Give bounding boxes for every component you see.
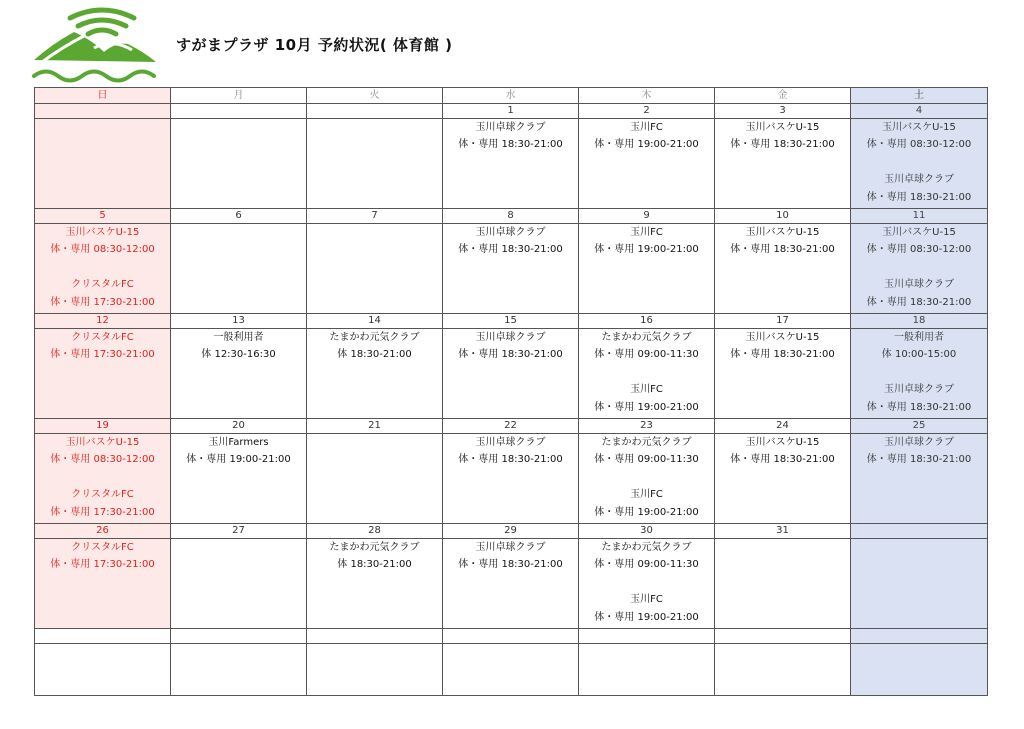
- booking-time: 体・専用 18:30-21:00: [730, 349, 835, 361]
- booking-name: クリスタルFC: [71, 332, 134, 343]
- day-cell[interactable]: [35, 434, 171, 524]
- date-number: 8: [443, 209, 579, 224]
- day-cell[interactable]: [579, 329, 715, 419]
- date-number: 5: [35, 209, 171, 224]
- day-cell[interactable]: [851, 539, 988, 629]
- booking-time: 体・専用 08:30-12:00: [866, 139, 972, 151]
- booking-time: 体・専用 18:30-21:00: [730, 454, 835, 466]
- empty-row: [35, 629, 988, 644]
- day-cell[interactable]: [443, 119, 579, 209]
- booking-name: 玉川FC: [630, 594, 663, 606]
- booking-name: たまかわ元気クラブ: [601, 332, 692, 343]
- date-number: 16: [579, 314, 715, 329]
- date-number: 20: [171, 419, 307, 434]
- day-cell[interactable]: [35, 329, 171, 419]
- booking-time: 体・専用 09:00-11:30: [594, 559, 699, 571]
- day-cell[interactable]: [579, 539, 715, 629]
- date-row: [35, 314, 988, 329]
- date-row: [35, 104, 988, 119]
- day-cell[interactable]: [307, 539, 443, 629]
- empty-cell: [579, 629, 715, 644]
- booking-time: 体・専用 17:30-21:00: [50, 506, 155, 518]
- day-cell[interactable]: [307, 329, 443, 419]
- day-cell[interactable]: [579, 119, 715, 209]
- booking-time: 体 18:30-21:00: [337, 559, 412, 571]
- booking-time: 体・専用 18:30-21:00: [458, 139, 563, 151]
- spacer: [851, 154, 987, 171]
- date-number: 12: [35, 314, 171, 329]
- booking-name: 玉川バスケU-15: [745, 437, 820, 448]
- day-cell[interactable]: [35, 539, 171, 629]
- day-cell[interactable]: [307, 224, 443, 314]
- booking-time: 体・専用 17:30-21:00: [50, 559, 155, 571]
- day-cell[interactable]: [715, 329, 851, 419]
- booking-time: 体・専用 09:00-11:30: [594, 349, 699, 361]
- day-cell[interactable]: [715, 224, 851, 314]
- booking-time: 体・専用 18:30-21:00: [458, 559, 563, 571]
- events-row: [35, 119, 988, 209]
- date-number: 30: [579, 524, 715, 539]
- booking-name: クリスタルFC: [71, 542, 134, 553]
- empty-cell: [579, 644, 715, 696]
- weekday-header-sun: 日: [35, 88, 171, 104]
- date-number: 25: [851, 419, 988, 434]
- date-number: [35, 104, 171, 119]
- empty-row: [35, 644, 988, 696]
- booking-name: クリスタルFC: [71, 489, 134, 501]
- weekday-header-sat: 土: [851, 88, 988, 104]
- date-number: [171, 104, 307, 119]
- booking-time: 体・専用 18:30-21:00: [866, 401, 972, 413]
- day-cell[interactable]: [851, 119, 988, 209]
- booking-name: 玉川卓球クラブ: [475, 542, 546, 553]
- date-number: 3: [715, 104, 851, 119]
- date-number: 13: [171, 314, 307, 329]
- date-number: 28: [307, 524, 443, 539]
- date-number: 31: [715, 524, 851, 539]
- spacer: [579, 469, 714, 486]
- spacer: [579, 574, 714, 591]
- empty-cell: [443, 644, 579, 696]
- day-cell[interactable]: [715, 119, 851, 209]
- day-cell[interactable]: [715, 434, 851, 524]
- booking-time: 体・専用 18:30-21:00: [866, 454, 972, 466]
- day-cell[interactable]: [307, 119, 443, 209]
- empty-cell: [715, 644, 851, 696]
- booking-name: 玉川バスケU-15: [745, 122, 820, 133]
- booking-time: 体・専用 18:30-21:00: [730, 244, 835, 256]
- booking-time: 体・専用 18:30-21:00: [458, 244, 563, 256]
- empty-cell: [307, 644, 443, 696]
- empty-cell: [171, 644, 307, 696]
- events-row: [35, 329, 988, 419]
- booking-time: 体・専用 18:30-21:00: [458, 349, 563, 361]
- day-cell[interactable]: [171, 539, 307, 629]
- date-number: 4: [851, 104, 988, 119]
- date-number: 26: [35, 524, 171, 539]
- booking-name: 玉川バスケU-15: [882, 227, 956, 238]
- booking-name: 玉川卓球クラブ: [475, 437, 546, 448]
- booking-time: 体・専用 19:00-21:00: [594, 401, 699, 413]
- booking-time: 体・専用 08:30-12:00: [50, 244, 155, 256]
- reservation-calendar: [34, 87, 988, 696]
- booking-time: 体・専用 08:30-12:00: [866, 244, 972, 256]
- date-row: [35, 419, 988, 434]
- booking-time: 体・専用 19:00-21:00: [594, 506, 699, 518]
- day-cell[interactable]: [715, 539, 851, 629]
- date-number: 10: [715, 209, 851, 224]
- booking-name: 玉川卓球クラブ: [884, 384, 954, 396]
- empty-cell: [851, 629, 988, 644]
- booking-time: 体・専用 19:00-21:00: [594, 611, 699, 623]
- booking-time: 体・専用 18:30-21:00: [866, 296, 972, 308]
- date-number: 23: [579, 419, 715, 434]
- day-cell[interactable]: [35, 224, 171, 314]
- booking-name: 玉川FC: [630, 122, 663, 133]
- date-number: 19: [35, 419, 171, 434]
- day-cell[interactable]: [443, 539, 579, 629]
- events-row: [35, 434, 988, 524]
- weekday-header-thu: 木: [579, 88, 715, 104]
- day-cell[interactable]: [443, 434, 579, 524]
- date-row: [35, 524, 988, 539]
- day-cell[interactable]: [579, 434, 715, 524]
- day-cell[interactable]: [171, 224, 307, 314]
- date-number: 14: [307, 314, 443, 329]
- date-number: 15: [443, 314, 579, 329]
- booking-name: たまかわ元気クラブ: [329, 542, 420, 553]
- mountain-wave-logo: [32, 4, 162, 84]
- date-number: 6: [171, 209, 307, 224]
- day-cell[interactable]: [35, 119, 171, 209]
- page-title: すがまプラザ 10月 予約状況( 体育館 ): [176, 36, 453, 54]
- events-row: [35, 224, 988, 314]
- booking-time: 体・専用 17:30-21:00: [50, 296, 155, 308]
- day-cell[interactable]: [851, 329, 988, 419]
- weekday-header-tue: 火: [307, 88, 443, 104]
- booking-name: 一般利用者: [894, 332, 944, 343]
- booking-time: 体・専用 18:30-21:00: [730, 139, 835, 151]
- booking-time: 体・専用 09:00-11:30: [594, 454, 699, 466]
- booking-name: たまかわ元気クラブ: [601, 437, 692, 448]
- booking-name: 玉川FC: [630, 489, 663, 501]
- booking-name: 玉川バスケU-15: [882, 122, 956, 133]
- booking-name: たまかわ元気クラブ: [329, 332, 420, 343]
- booking-name: 玉川卓球クラブ: [475, 332, 546, 343]
- empty-cell: [851, 644, 988, 696]
- booking-name: 玉川FC: [630, 384, 663, 396]
- spacer: [35, 259, 170, 276]
- spacer: [851, 364, 987, 381]
- date-row: [35, 209, 988, 224]
- booking-name: 玉川バスケU-15: [745, 332, 820, 343]
- date-number: 18: [851, 314, 988, 329]
- date-number: 29: [443, 524, 579, 539]
- empty-cell: [35, 644, 171, 696]
- spacer: [851, 259, 987, 276]
- booking-time: 体 18:30-21:00: [337, 349, 412, 361]
- spacer: [579, 364, 714, 381]
- booking-time: 体・専用 18:30-21:00: [866, 191, 972, 203]
- booking-name: 玉川卓球クラブ: [884, 174, 954, 186]
- booking-time: 体・専用 17:30-21:00: [50, 349, 155, 361]
- booking-name: 玉川卓球クラブ: [475, 122, 546, 133]
- booking-name: 玉川Farmers: [208, 437, 269, 448]
- booking-name: たまかわ元気クラブ: [601, 542, 692, 553]
- day-cell[interactable]: [851, 224, 988, 314]
- booking-time: 体 10:00-15:00: [881, 349, 957, 361]
- booking-name: 一般利用者: [213, 332, 264, 343]
- weekday-header-fri: 金: [715, 88, 851, 104]
- date-number: 2: [579, 104, 715, 119]
- date-number: 17: [715, 314, 851, 329]
- weekday-header-row: [35, 88, 988, 104]
- booking-name: 玉川卓球クラブ: [884, 279, 954, 291]
- booking-time: 体・専用 08:30-12:00: [50, 454, 155, 466]
- date-number: 22: [443, 419, 579, 434]
- spacer: [35, 469, 170, 486]
- booking-name: 玉川卓球クラブ: [884, 437, 954, 448]
- date-number: 11: [851, 209, 988, 224]
- events-row: [35, 539, 988, 629]
- booking-time: 体・専用 19:00-21:00: [186, 454, 291, 466]
- empty-cell: [715, 629, 851, 644]
- date-number: [851, 524, 988, 539]
- date-number: 24: [715, 419, 851, 434]
- booking-name: 玉川バスケU-15: [65, 437, 140, 448]
- weekday-header-wed: 水: [443, 88, 579, 104]
- empty-cell: [35, 629, 171, 644]
- date-number: 21: [307, 419, 443, 434]
- day-cell[interactable]: [851, 434, 988, 524]
- booking-name: 玉川バスケU-15: [65, 227, 140, 238]
- booking-time: 体・専用 19:00-21:00: [594, 244, 699, 256]
- day-cell[interactable]: [443, 329, 579, 419]
- date-number: [307, 104, 443, 119]
- day-cell[interactable]: [171, 119, 307, 209]
- booking-name: 玉川バスケU-15: [745, 227, 820, 238]
- empty-cell: [307, 629, 443, 644]
- day-cell[interactable]: [579, 224, 715, 314]
- day-cell[interactable]: [171, 434, 307, 524]
- day-cell[interactable]: [307, 434, 443, 524]
- booking-name: 玉川FC: [630, 227, 663, 238]
- booking-name: クリスタルFC: [71, 279, 134, 291]
- booking-time: 体 12:30-16:30: [201, 349, 276, 361]
- day-cell[interactable]: [443, 224, 579, 314]
- booking-time: 体・専用 19:00-21:00: [594, 139, 699, 151]
- day-cell[interactable]: [171, 329, 307, 419]
- empty-cell: [171, 629, 307, 644]
- date-number: 7: [307, 209, 443, 224]
- empty-cell: [443, 629, 579, 644]
- weekday-header-mon: 月: [171, 88, 307, 104]
- booking-time: 体・専用 18:30-21:00: [458, 454, 563, 466]
- date-number: 9: [579, 209, 715, 224]
- date-number: 1: [443, 104, 579, 119]
- booking-name: 玉川卓球クラブ: [475, 227, 546, 238]
- date-number: 27: [171, 524, 307, 539]
